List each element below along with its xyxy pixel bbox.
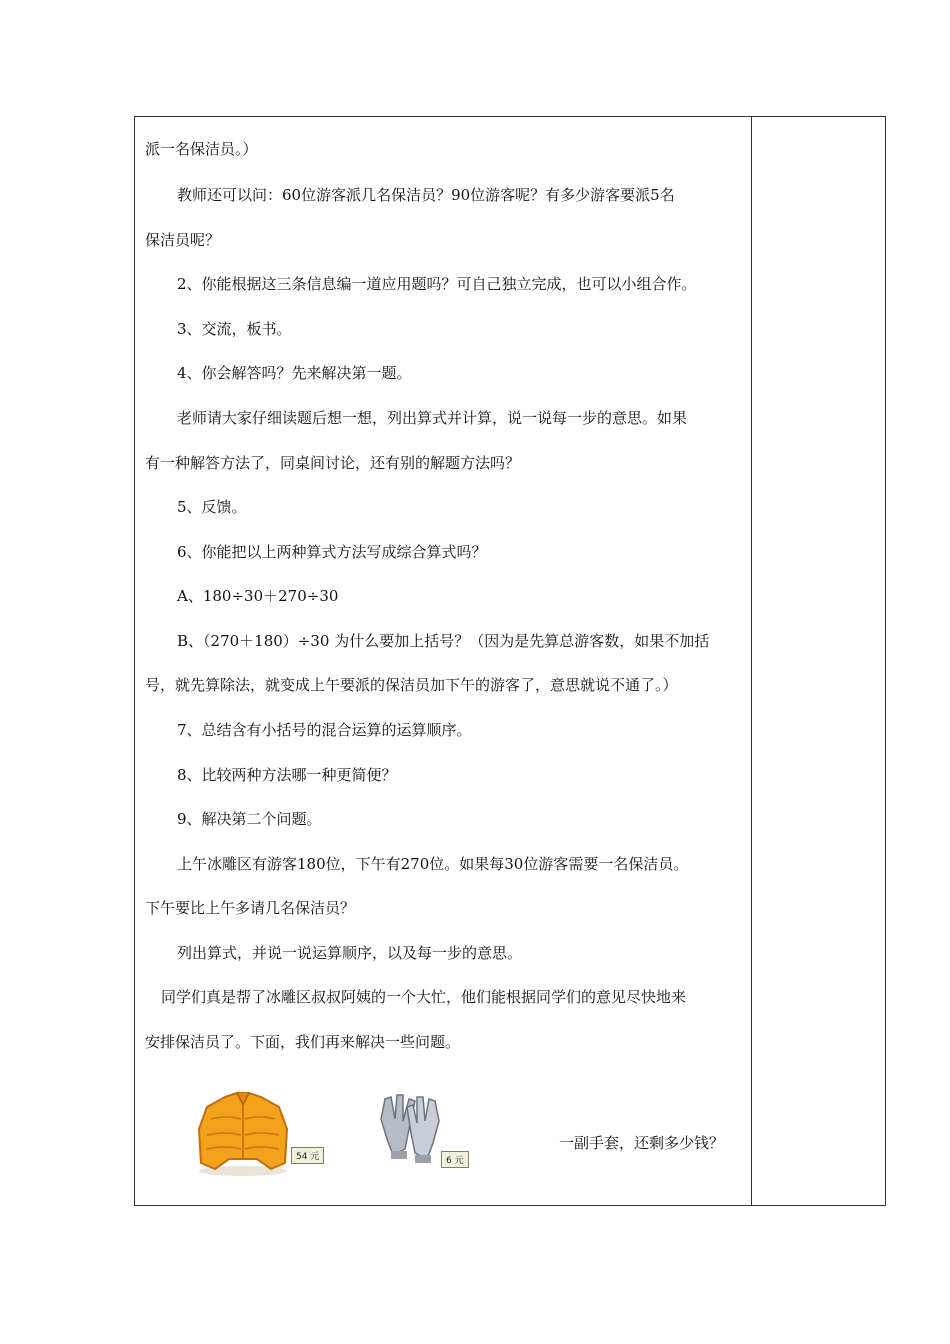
line: 老师请大家仔细读题后想一想，列出算式并计算，说一说每一步的意思。如果 [177,409,688,427]
line: 9、解决第二个问题。 [177,810,322,828]
line: 教师还可以问：60位游客派几名保洁员？90位游客呢？有多少游客要派5名 [177,186,675,204]
jacket-picture [193,1089,343,1179]
jacket-price-tag: 54 元 [291,1147,324,1164]
line: 5、反馈。 [177,498,247,516]
question-text: 一副手套，还剩多少钱？ [559,1134,725,1152]
line: 同学们真是帮了冰雕区叔叔阿姨的一个大忙，他们能根据同学们的意见尽快地来 [161,988,687,1006]
line: 派一名保洁员。） [145,140,258,158]
line: B、（270＋180）÷30 为什么要加上括号？（因为是先算总游客数，如果不加括 [177,632,710,650]
column-divider [751,117,752,1205]
gloves-icon [375,1089,445,1169]
line: 有一种解答方法了，同桌间讨论，还有别的解题方法吗？ [145,454,521,472]
line: 2、你能根据这三条信息编一道应用题吗？可自己独立完成，也可以小组合作。 [177,275,697,293]
line: 上午冰雕区有游客180位，下午有270位。如果每30位游客需要一名保洁员。 [177,855,689,873]
line: A、180÷30＋270÷30 [177,587,339,605]
line: 下午要比上午多请几名保洁员？ [145,899,356,917]
line: 安排保洁员了。下面，我们再来解决一些问题。 [145,1033,461,1051]
line: 列出算式，并说一说运算顺序，以及每一步的意思。 [177,944,523,962]
line: 3、交流，板书。 [177,320,292,338]
gloves-picture [375,1089,515,1179]
line: 号，就先算除法，就变成上午要派的保洁员加下午的游客了，意思就说不通了。） [145,676,678,694]
line: 8、比较两种方法哪一种更简便？ [177,766,397,784]
line: 7、总结含有小括号的混合运算的运算顺序。 [177,721,472,739]
line: 保洁员呢？ [145,231,221,249]
lesson-table [134,116,886,1206]
line: 4、你会解答吗？先来解决第一题。 [177,364,412,382]
jacket-icon [193,1089,293,1179]
gloves-price-tag: 6 元 [441,1151,469,1168]
line: 6、你能把以上两种算式方法写成综合算式吗？ [177,543,487,561]
